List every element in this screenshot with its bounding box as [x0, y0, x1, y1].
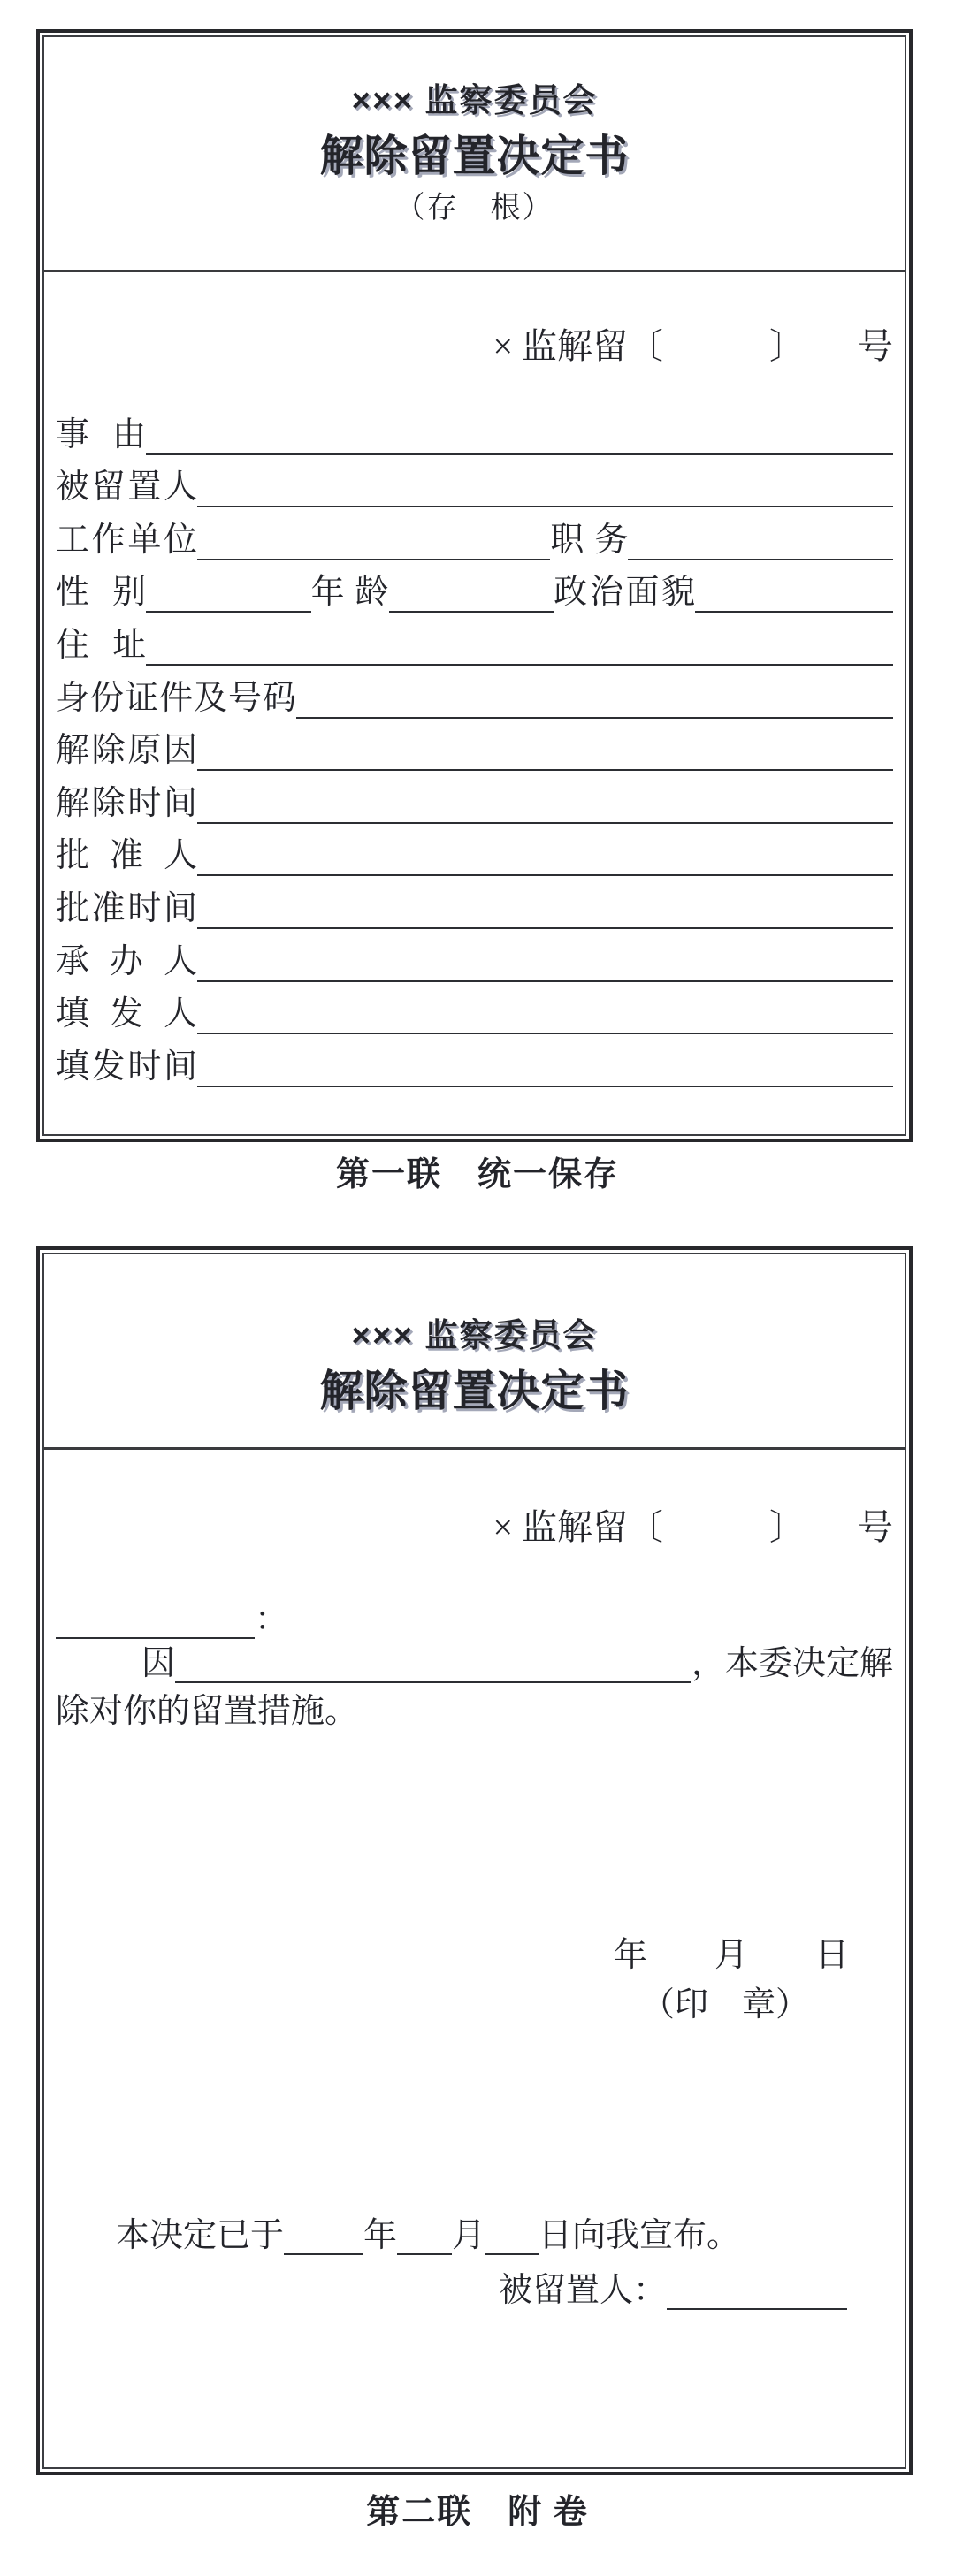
day-blank-line [485, 2252, 539, 2255]
reason-blank-line [175, 1680, 691, 1683]
field-label: 解除原因 [56, 732, 197, 770]
blank-line [628, 557, 893, 560]
field-label: 政治面貌 [554, 574, 696, 612]
field-row-approver [56, 824, 893, 877]
document-title: 解除留置决定书 [319, 132, 630, 180]
announcement-prefix: 本决定已于 [116, 2217, 285, 2254]
blank-line [197, 926, 893, 929]
header-divider [44, 270, 905, 272]
blank-line [197, 820, 893, 824]
blank-line [695, 609, 893, 613]
announcement-line [56, 2216, 893, 2255]
field-row-handler [56, 929, 893, 982]
field-label: 职 务 [550, 521, 629, 559]
blank-line [146, 609, 311, 613]
form-copy-1-stub [36, 29, 913, 1142]
month-blank-line [397, 2252, 452, 2255]
field-row-address [56, 613, 893, 666]
blank-line [296, 715, 893, 719]
form-copy-1-inner-frame [42, 35, 906, 1136]
field-label: 事 由 [56, 415, 146, 453]
date-line: 年 月 日 [613, 1937, 849, 1974]
field-row-issuer [56, 982, 893, 1035]
addressee-line [56, 1600, 893, 1639]
detainee-signature-line [56, 2271, 893, 2310]
blank-line [197, 1031, 893, 1034]
blank-line [197, 873, 893, 876]
blank-line [197, 557, 550, 560]
blank-line [197, 979, 893, 982]
year-blank-line [284, 2252, 363, 2255]
header-divider [44, 1447, 905, 1450]
field-label: 填 发 人 [56, 995, 197, 1033]
because-prefix: 因 [141, 1645, 176, 1682]
announcement-suffix: 日向我宣布。 [539, 2217, 741, 2254]
decision-sentence-line-1 [56, 1644, 893, 1683]
field-row-reason [56, 402, 893, 455]
field-label: 住 址 [56, 626, 146, 664]
decision-sentence-line-2: 除对你的留置措施。 [56, 1693, 359, 1730]
seal-placeholder: （印 章） [640, 1986, 809, 2023]
field-row-id-document-number [56, 666, 893, 719]
field-label: 年 龄 [310, 574, 389, 612]
field-label: 工作单位 [56, 521, 197, 559]
field-row-issue-time [56, 1034, 893, 1087]
copy-2-caption: 第二联 附 卷 [366, 2494, 589, 2531]
field-label: 身份证件及号码 [56, 679, 296, 717]
field-row-gender-age-politics [56, 560, 893, 614]
field-row-release-time [56, 771, 893, 824]
blank-line [146, 662, 893, 666]
blank-line [389, 609, 554, 613]
document-title: 解除留置决定书 [319, 1367, 630, 1415]
copy-1-caption: 第一联 统一保存 [335, 1156, 619, 1193]
document-number-line: × 监解留〔 〕 号 [493, 1507, 893, 1547]
blank-line [197, 1084, 893, 1087]
signature-blank-line [667, 2306, 847, 2310]
decision-text: ，本委决定解 [691, 1645, 893, 1682]
field-label: 被留置人 [56, 469, 197, 507]
issuing-organ-name: ××× 监察委员会 [351, 82, 598, 118]
signature-label: 被留置人： [498, 2272, 667, 2309]
issuing-organ-name: ××× 监察委员会 [351, 1317, 598, 1353]
month-label: 月 [452, 2217, 486, 2254]
field-label: 填发时间 [56, 1048, 197, 1086]
field-row-release-reason [56, 719, 893, 772]
stub-fields [56, 402, 893, 1087]
field-label: 批准时间 [56, 889, 197, 927]
field-label: 解除时间 [56, 784, 197, 822]
year-label: 年 [363, 2217, 398, 2254]
addressee-colon: ： [255, 1601, 289, 1638]
field-row-work-unit-position [56, 507, 893, 560]
field-row-approval-time [56, 876, 893, 929]
stub-subtitle: （存 根） [394, 192, 554, 225]
document-number-line: × 监解留〔 〕 号 [493, 326, 893, 366]
field-label: 批 准 人 [56, 837, 197, 875]
addressee-blank-line [56, 1635, 255, 1639]
field-label: 承 办 人 [56, 942, 197, 980]
blank-line [146, 452, 893, 455]
field-label: 性 别 [56, 574, 146, 612]
blank-line [197, 767, 893, 771]
form-copy-2-inner-frame [42, 1253, 906, 2469]
blank-line [197, 504, 893, 507]
field-row-detainee [56, 455, 893, 508]
form-copy-2-notice [36, 1246, 913, 2475]
